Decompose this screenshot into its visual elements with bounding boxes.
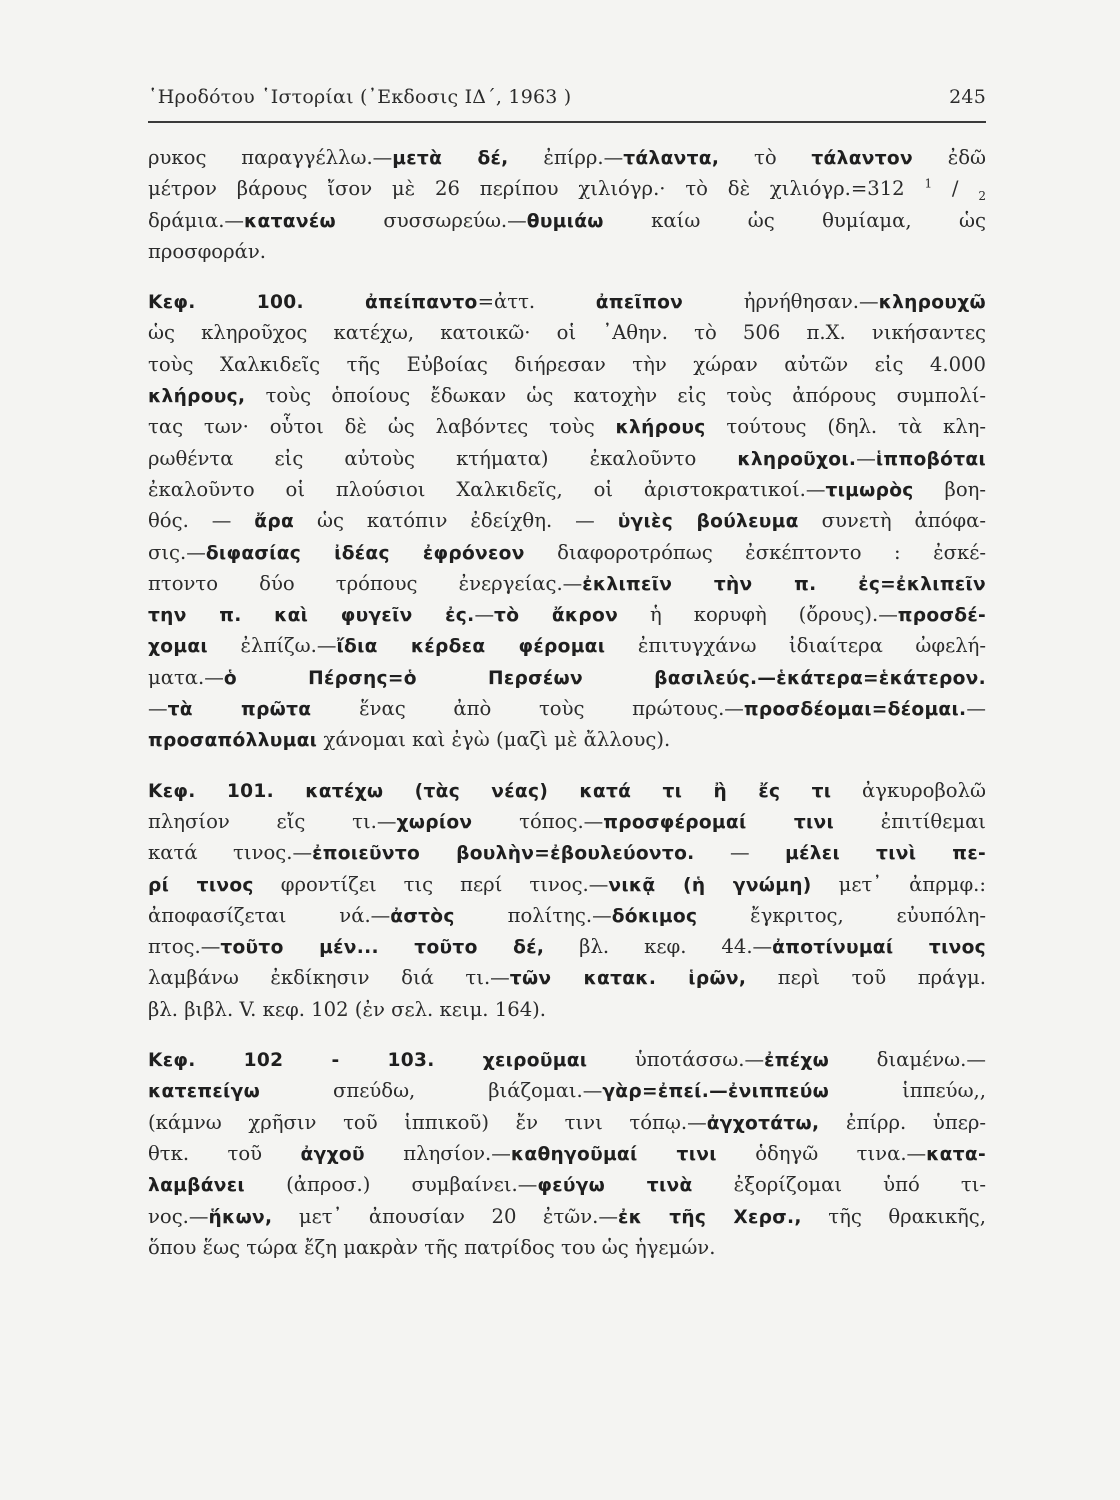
gloss-text: τούτους (δηλ. τὰ κλη- [705,415,986,439]
gloss-text: ρυκος παραγγέλλω.— [148,146,393,169]
text-line [148,537,986,568]
headword: ἀποτίνυμαί τινος [772,937,986,959]
text-line [148,724,986,755]
gloss-text: λαμβάνω ἐκδίκησιν διά τι.— [148,966,510,990]
text-line [148,869,986,900]
headword: καθηγοῦμαί τινι [510,1143,717,1165]
gloss-text: ὑποτάσσω.— [587,1048,765,1072]
gloss-text: ἠρνήθησαν.— [683,290,879,314]
text-line [148,205,986,236]
text-line [148,1044,986,1075]
headword: κλήρους, [148,386,246,408]
headword: ἀπεῖπον [595,292,684,314]
headword: κληροῦχοι. [737,448,857,470]
headword: κληρουχῶ [878,292,986,314]
gloss-text: περὶ τοῦ πράγμ. [746,966,987,990]
headword: δόκιμος [611,905,698,927]
gloss-text: ἐξορίζομαι ὑπό τι- [692,1173,987,1197]
gloss-text: θτκ. τοῦ [148,1141,301,1165]
gloss-text: ματα.— [148,665,224,689]
gloss-text: δράμια.— [148,208,245,232]
text-line [148,806,986,837]
headword: μετὰ δέ, [392,148,509,169]
headword: νικᾷ (ἡ γνώμη) [608,874,812,896]
headword: λαμβάνει [148,1175,245,1197]
headword: ἥκων, [208,1206,273,1228]
text-line [148,630,986,661]
header-rule [148,121,986,123]
gloss-text: βλ. βιβλ. V. κεφ. 102 (ἐν σελ. κειμ. 164). [148,997,547,1021]
headword: τὰ πρῶτα [167,699,312,721]
headword: χωρίον [396,811,473,833]
gloss-text: προσφοράν. [148,239,266,263]
text-line [148,900,986,931]
text-line [148,1169,986,1200]
gloss-text: διαμένω.— [829,1048,986,1072]
gloss-text: (ἀπροσ.) συμβαίνει.— [244,1173,538,1197]
text-line [148,411,986,442]
headword: Κεφ. 101. κατέχω (τὰς νέας) κατά τι ἢ ἔς τι [148,780,832,802]
gloss-text: ὡς κληροῦχος κατέχω, κατοικῶ· οἱ ᾿Αθην. τὸ 506 π.Χ. νικήσαντες [148,321,986,345]
gloss-text: νος.— [148,1204,209,1228]
headword: τιμωρὸς [825,479,914,501]
gloss-text: διαφοροτρόπως ἐσκέπτοντο : ἐσκέ- [524,540,987,564]
headword: κατεπείγω [148,1081,261,1103]
gloss-text: φροντίζει τις περί τινος.— [253,872,609,896]
gloss-text: — [148,697,168,721]
gloss-text: τας των· οὗτοι δὲ ὡς λαβόντες τοὺς [148,415,616,439]
gloss-text: ρωθέντα εἰς αὐτοὺς κτήματα) ἐκαλοῦντο [148,446,738,470]
headword: χομαι [148,636,208,658]
headword: προσαπόλλυμαι [148,730,318,752]
headword: ρί τινος [148,874,254,896]
gloss-text: πλησίον.— [364,1141,511,1165]
gloss-text: βλ. κεφ. 44.— [544,935,773,959]
gloss-text: — [474,603,495,627]
gloss-text: — [694,841,786,865]
gloss-text: ὡς κατόπιν ἐδείχθη. — [294,509,618,533]
gloss-text: ἐπίρρ.— [508,146,624,169]
gloss-text: συνετὴ ἀπόφα- [798,509,986,533]
headword: ἐκλιπεῖν τὴν π. ἐς=ἐκλιπεῖν [582,573,986,595]
text-line [148,962,986,993]
headword: ἴδια κέρδεα φέρομαι [336,636,606,658]
commentary-body [148,142,986,1263]
gloss-text: τὸ [719,146,812,169]
page-number: 245 [949,86,986,108]
headword: θυμιάω [526,210,604,232]
headword: προσδέομαι=δέομαι. [743,699,967,721]
text-line [148,693,986,724]
headword: τάλαντα, [623,148,720,169]
gloss-text: ἡ κορυφὴ (ὄρους).— [618,603,898,627]
text-line [148,142,986,173]
headword: τὸ ἄκρον [494,605,619,627]
running-header [148,86,986,108]
text-line [148,568,986,599]
gloss-text: ἐπιτυγχάνω ἰδιαίτερα ὠφελή- [605,634,987,658]
text-line [148,599,986,630]
text-line [148,1201,986,1232]
gloss-text: 1 [924,176,933,191]
headword: Κεφ. 100. ἀπείπαντο [148,292,478,314]
gloss-text: τόπος.— [472,809,604,833]
text-line [148,931,986,962]
gloss-text: — [856,446,876,470]
gloss-text: ὅπου ἕως τώρα ἔζη μακρὰν τῆς πατρίδος του ὡς ἡγεμών. [148,1235,716,1259]
gloss-text: — [966,697,986,721]
running-title: ῾Ηροδότου ῾Ιστορίαι (᾿Εκδοσις ΙΔ΄, 1963 ) [148,86,572,108]
text-line [148,1107,986,1138]
headword: ἀγχοτάτω, [706,1112,820,1134]
gloss-text: τῆς θρακικῆς, [801,1204,986,1228]
gloss-text: ἕνας ἀπὸ τοὺς πρώτους.— [311,697,744,721]
text-line [148,380,986,411]
text-line [148,443,986,474]
headword: προσφέρομαί τινι [603,811,835,833]
text-line [148,1232,986,1263]
gloss-text: πολίτης.— [454,903,612,927]
headword: ἐπέχω [764,1050,830,1072]
gloss-text: καίω ὡς θυμίαμα, ὡς [603,208,986,232]
headword: ἀστὸς [390,905,455,927]
text-line [148,349,986,380]
gloss-text: ἐπίρρ. ὑπερ- [819,1110,986,1134]
text-line [148,662,986,693]
gloss-text: ἱππεύω,, [829,1079,987,1103]
headword: κατανέω [244,210,336,232]
gloss-text: τοὺς ὁποίους ἔδωκαν ὡς κατοχὴν εἰς τοὺς ἀπόρους συμπολί- [245,384,986,408]
headword: κατα- [926,1143,986,1165]
headword: ἐκ τῆς Χερσ., [618,1206,802,1228]
gloss-text: κατά τινος.— [148,841,313,865]
gloss-text: θός. — [148,509,255,533]
text-line [148,1138,986,1169]
gloss-text: ἔγκριτος, εὐυπόλη- [697,903,986,927]
headword: ἐποιεῦντο βουλὴν=ἐβουλεύοντο. [312,843,695,865]
gloss-text: βοη- [913,477,986,501]
headword: διφασίας ἰδέας ἐφρόνεον [205,542,525,564]
text-line [148,837,986,868]
gloss-text: ἐκαλοῦντο οἱ πλούσιοι Χαλκιδεῖς, οἱ ἀριστοκρατικοί.— [148,477,826,501]
gloss-text: ἀποφασίζεται νά.— [148,903,391,927]
headword: ἄρα [254,511,295,533]
gloss-text: χάνομαι καὶ ἐγὼ (μαζὶ μὲ ἄλλους). [317,728,671,752]
headword: Κεφ. 102 - 103. χειροῦμαι [148,1050,588,1072]
headword: γὰρ=ἐπεί.—ἐνιππεύω [602,1081,830,1103]
gloss-text: σις.— [148,540,206,564]
gloss-text: συσσωρεύω.— [335,208,527,232]
gloss-text: πλησίον εἴς τι.— [148,809,397,833]
headword: μέλει τινὶ πε- [785,843,986,865]
gloss-text: μετ᾿ ἀπρμφ.: [811,872,986,896]
gloss-text: 2 [978,189,986,204]
gloss-text: / [932,177,979,201]
text-line [148,775,986,806]
text-line [148,317,986,348]
gloss-text: ὁδηγῶ τινα.— [716,1141,927,1165]
commentary-paragraph [148,286,986,755]
gloss-text: πτος.— [148,935,221,959]
headword: κλήρους [615,417,706,439]
gloss-text: ἐλπίζω.— [207,634,337,658]
commentary-paragraph [148,1044,986,1263]
commentary-paragraph [148,775,986,1025]
text-line [148,173,986,204]
headword: φεύγω τινὰ [537,1175,693,1197]
gloss-text: ἐδῶ [912,146,987,169]
gloss-text: ἀγκυροβολῶ [831,778,986,802]
text-line [148,994,986,1025]
gloss-text: τοὺς Χαλκιδεῖς τῆς Εὐβοίας διήρεσαν τὴν χώραν αὐτῶν εἰς 4.000 [148,352,986,376]
headword: ὁ Πέρσης=ὁ Περσέων βασιλεύς.—ἑκάτερα=ἑκάτερον. [223,667,986,689]
commentary-paragraph [148,142,986,267]
gloss-text: (κάμνω χρῆσιν τοῦ ἱππικοῦ) ἔν τινι τόπῳ.— [148,1110,707,1134]
gloss-text: πτοντο δύο τρόπους ἐνεργείας.— [148,571,583,595]
headword: τοῦτο μέν... τοῦτο δέ, [220,937,545,959]
gloss-text: μετ᾿ ἀπουσίαν 20 ἐτῶν.— [272,1204,618,1228]
gloss-text: σπεύδω, βιάζομαι.— [260,1079,603,1103]
headword: τάλαντον [811,148,913,169]
text-line [148,236,986,267]
gloss-text: =ἀττ. [477,290,596,314]
gloss-text: ἐπιτίθεμαι [834,809,986,833]
text-line [148,505,986,536]
headword: ἀγχοῦ [300,1143,365,1165]
headword: την π. καὶ φυγεῖν ἐς. [148,605,475,627]
headword: προσδέ- [897,605,987,627]
text-line [148,1075,986,1106]
headword: ὑγιὲς βούλευμα [617,511,799,533]
gloss-text: μέτρον βάρους ἴσον μὲ 26 περίπου χιλιόγρ.· τὸ δὲ χιλιόγρ.=312 [148,177,925,201]
headword: ἱπποβόται [875,448,986,470]
text-line [148,286,986,317]
text-line [148,474,986,505]
headword: τῶν κατακ. ἱρῶν, [509,968,747,990]
